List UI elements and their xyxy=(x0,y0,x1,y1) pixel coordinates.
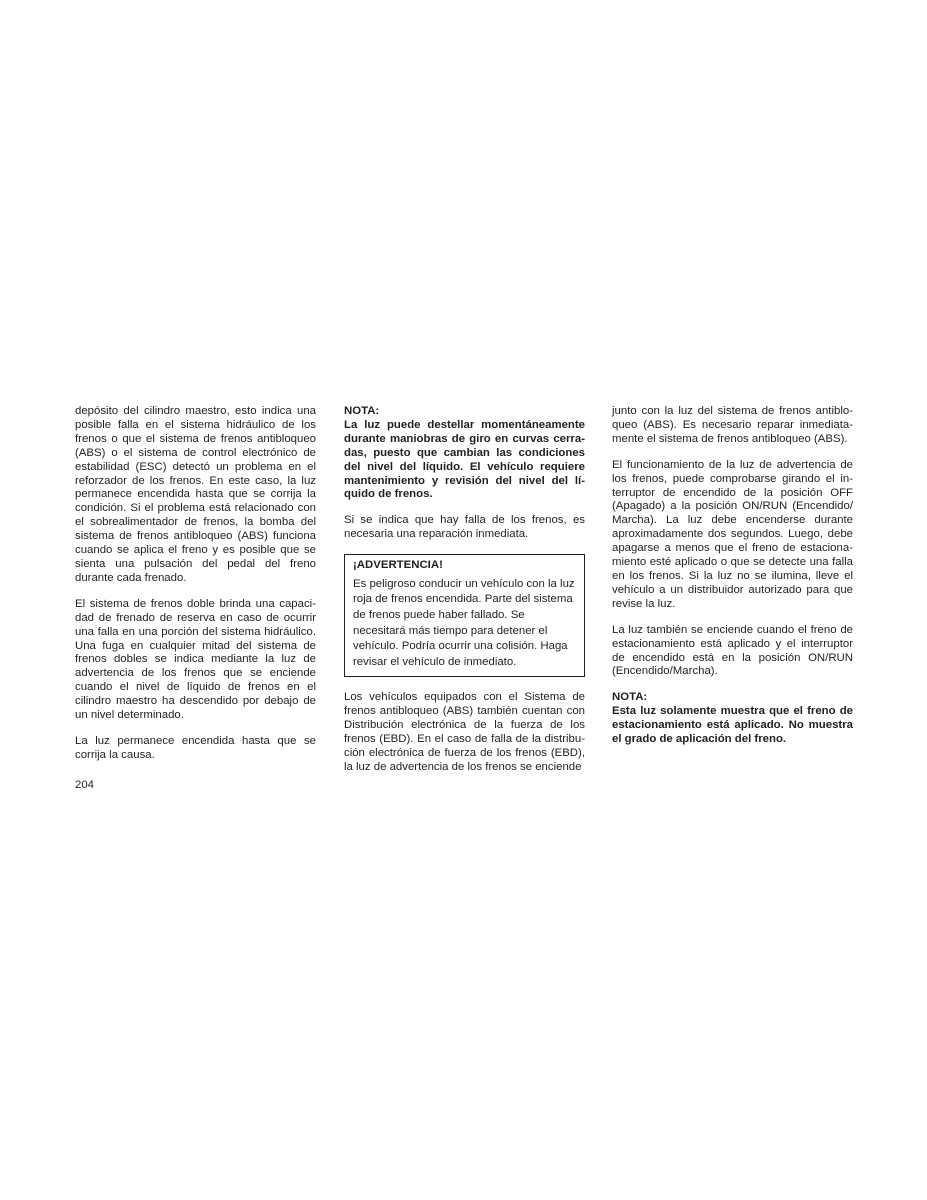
note-label: NOTA: xyxy=(344,405,380,417)
column-middle xyxy=(344,405,585,787)
paragraph-dual-brake-system: El sistema de frenos doble brinda una capacidad de frenado de reserva en caso de ocurrir una falla en una porción del sistema hidráulico. Una fuga en cualquier mitad del sistema de frenos dobles se indica mediante la luz de advertencia de los frenos que se enciende cuando el nivel de líquido de frenos en el cilindro maestro ha descendido por debajo de un nivel determinado. xyxy=(75,597,316,722)
warning-text: Es peligroso conducir un vehículo con la luz roja de frenos encendida. Parte del sistema de frenos puede haber fallado. Se necesitará más tiempo para detener el vehículo. Podría ocurrir una colisión. Haga revisar el vehículo de inmediato. xyxy=(353,577,575,668)
column-right xyxy=(612,405,853,759)
column-left xyxy=(75,405,316,775)
paragraph-immediate-repair: Si se indica que hay falla de los frenos, es necesaria una reparación inmediata. xyxy=(344,514,585,541)
paragraph-brake-fluid-failure: depósito del cilindro maestro, esto indica una posible falla en el sistema hidráulico de los frenos o que el sistema de frenos antibloqueo (ABS) o el sistema de control electrónico de estabilidad (ESC) detectó un problema en el reforzador de los frenos. En este caso, la luz permanece encendida hasta que se corrija la condición. Si el problema está relacionado con el sobrealimentador de frenos, la bomba del sistema de frenos antibloqueo (ABS) funciona cuando se aplica el freno y es posible que se sienta una pulsación del pedal del freno durante cada frenado. xyxy=(75,405,316,584)
paragraph-abs-ebd: Los vehículos equipados con el Sistema de frenos antibloqueo (ABS) también cuentan con Distribución electrónica de la fuerza de los frenos (EBD). En el caso de falla de la distribución electrónica de fuerza de los frenos (EBD), la luz de advertencia de los frenos se enciende xyxy=(344,691,585,773)
paragraph-abs-light: junto con la luz del sistema de frenos antibloqueo (ABS). Es necesario reparar inmediatamente el sistema de frenos antibloqueo (ABS). xyxy=(612,405,853,445)
note-label: NOTA: xyxy=(612,691,648,704)
warning-box xyxy=(344,554,585,677)
paragraph-light-stays-on: La luz permanece encendida hasta que se corrija la causa. xyxy=(75,734,316,761)
warning-label: ¡ADVERTENCIA! xyxy=(353,559,443,572)
page-number: 204 xyxy=(75,779,95,791)
paragraph-light-check: El funcionamiento de la luz de advertencia de los frenos, puede comprobarse girando el interruptor de encendido de la posición OFF (Apagado) a la posición ON/RUN (Encendido/ Marcha). La luz debe encenderse durante aproximadamente dos segundos. Luego, debe apagarse a menos que el freno de estacionamiento esté aplicado o que se detecte una falla en los frenos. Si la luz no se ilumina, lleve el vehículo a un distribuidor autorizado para que revise la luz. xyxy=(612,458,853,610)
note-text: Esta luz solamente muestra que el freno de estacionamiento está aplicado. No muestra el grado de aplicación del freno. xyxy=(612,705,853,746)
paragraph-parking-brake: La luz también se enciende cuando el freno de estacionamiento está aplicado y el interruptor de encendido está en la posición ON/RUN (Encendido/Marcha). xyxy=(612,623,853,678)
note-text: La luz puede destellar momentáneamente durante maniobras de giro en curvas cerradas, puesto que cambian las condiciones del nivel del líquido. El vehículo requiere mantenimiento y revisión del nivel del líquido de frenos. xyxy=(344,418,585,501)
